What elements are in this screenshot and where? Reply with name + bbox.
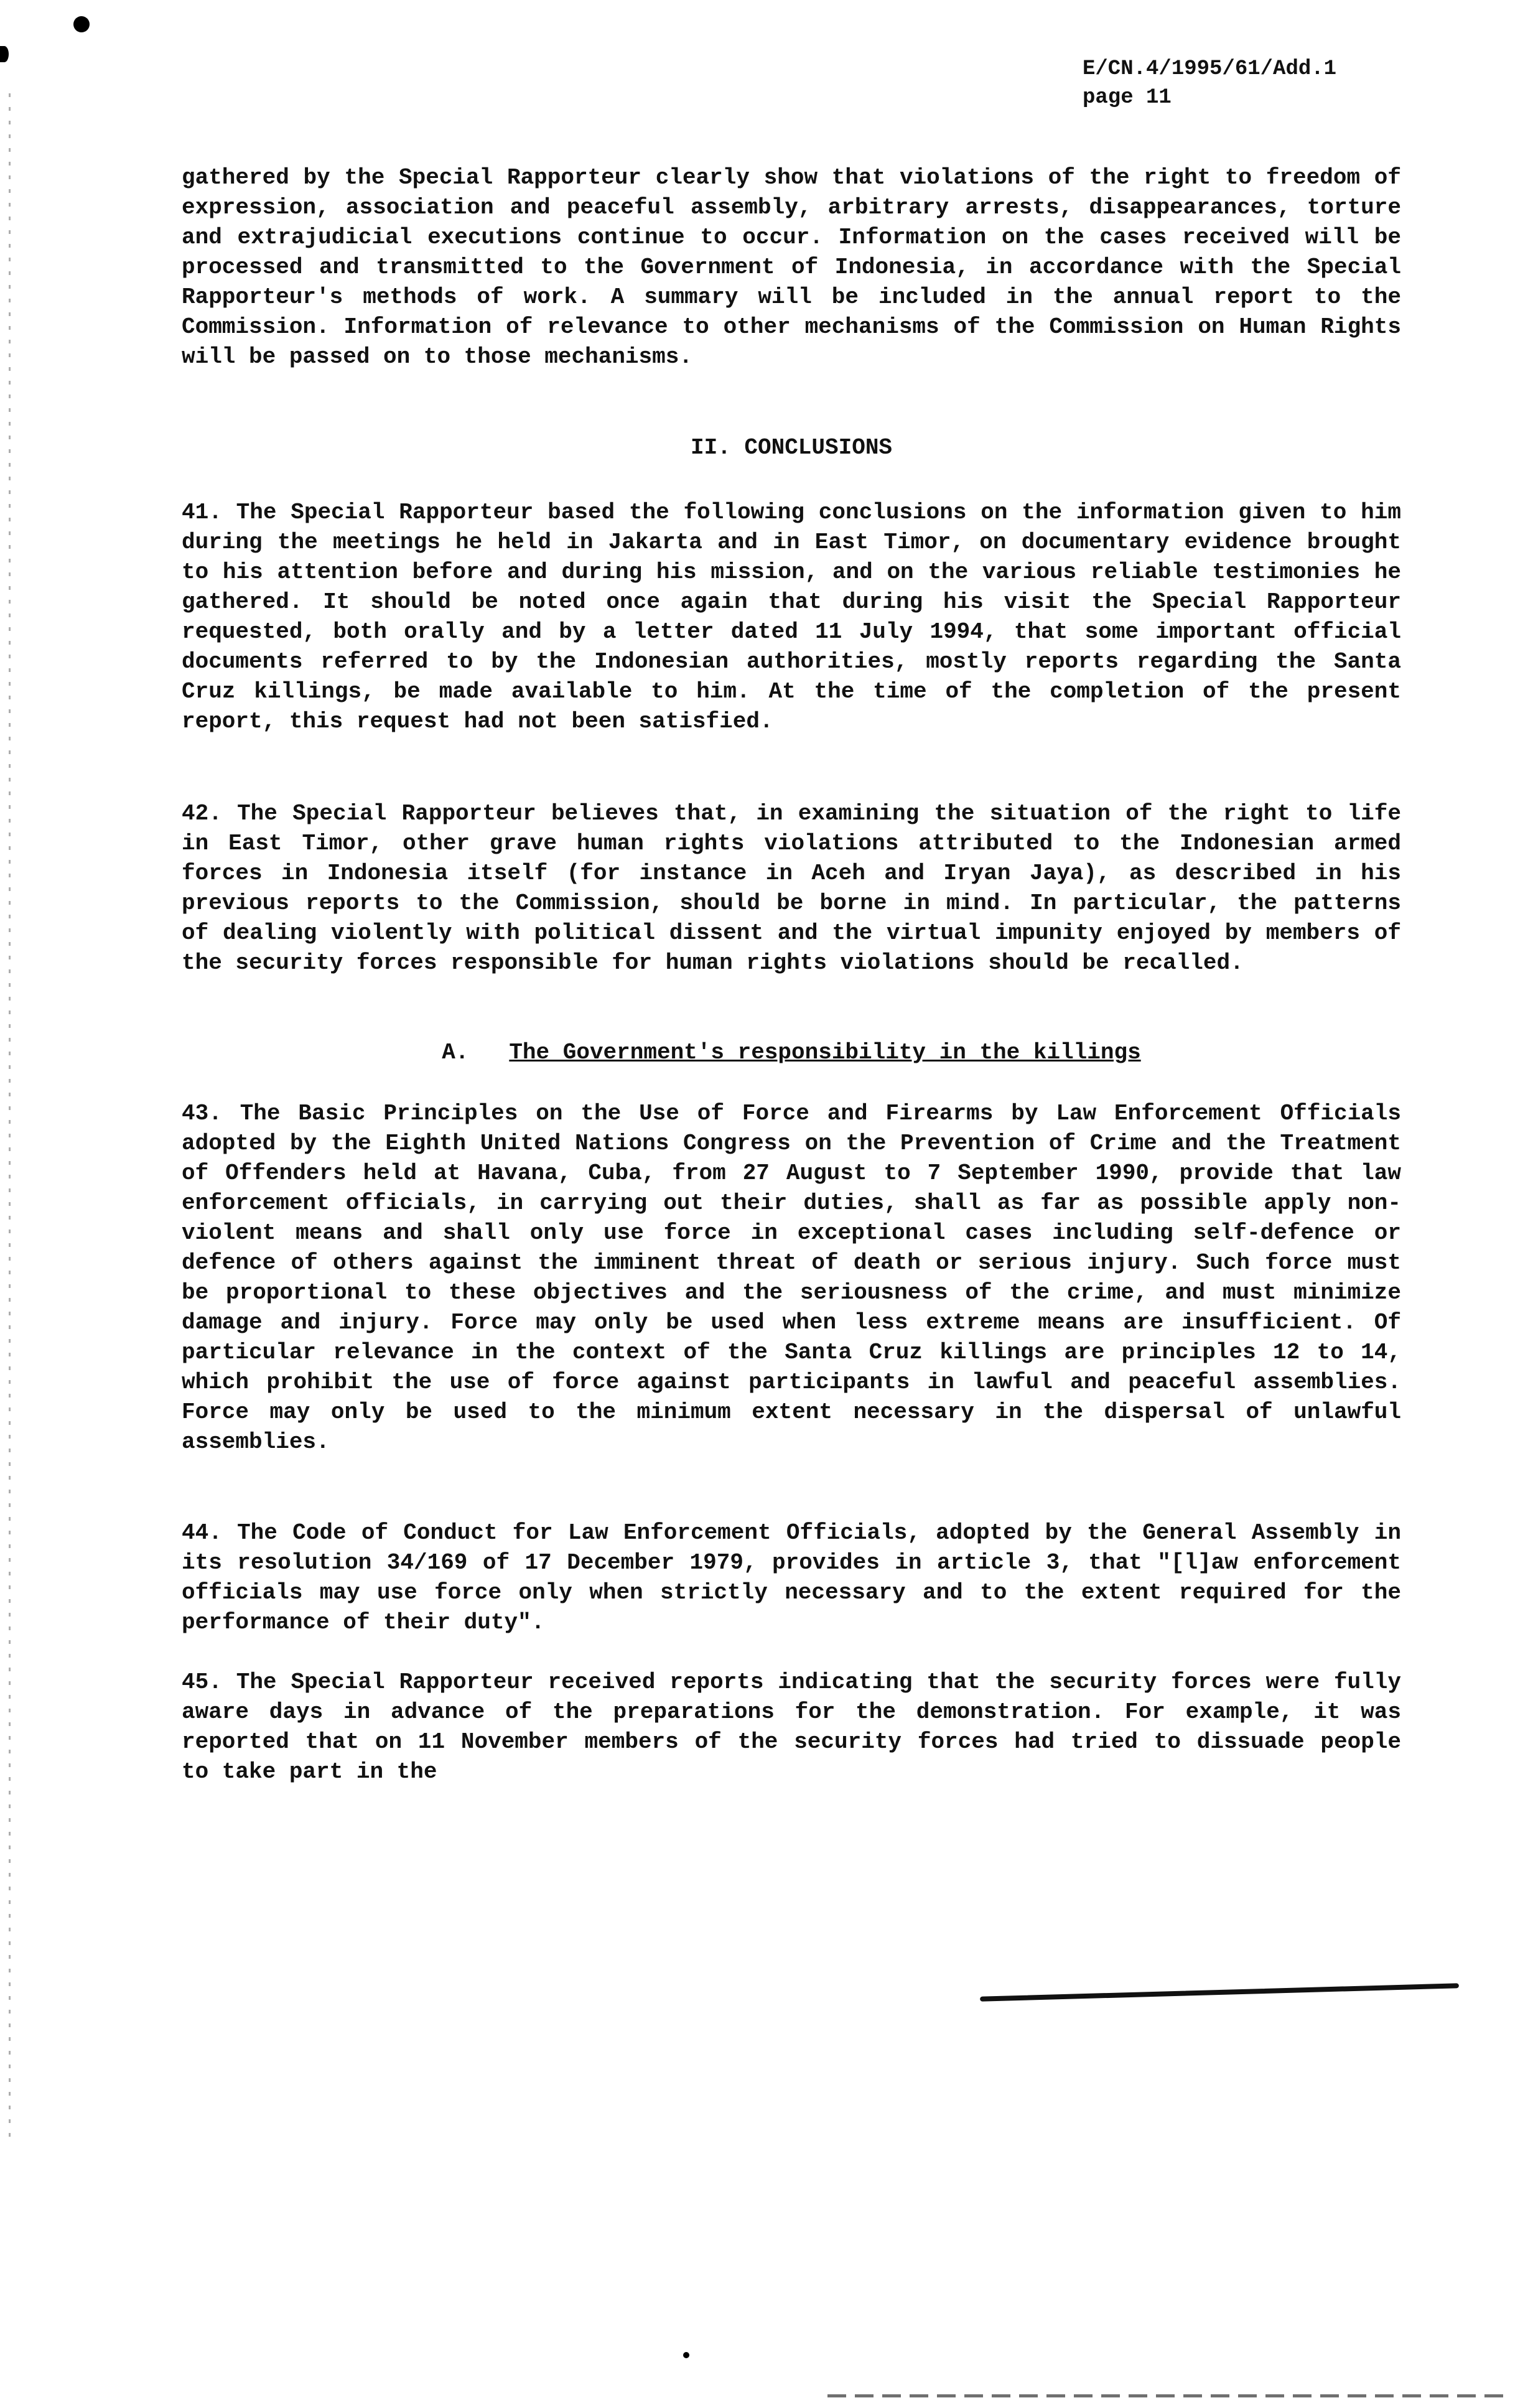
scan-dot-left-edge: [0, 46, 9, 62]
subsection-heading: [182, 1038, 1401, 1068]
scan-edge-artifact: [9, 93, 11, 2147]
paragraph-continued: gathered by the Special Rapporteur clearly show that violations of the right to freedom of expression, association and peaceful assembly, arbitrary arrests, disappearances, torture and extrajudicial executions continue to occur. Information on the cases received will be processed and transmitted to the Government of Indonesia, in accordance with the Special Rapporteur's methods of work. A summary will be included in the annual report to the Commission. Information of relevance to other mechanisms of the Commission on Human Rights will be passed on to those mechanisms.: [182, 165, 1401, 370]
scan-dot-bottom: [683, 2352, 689, 2358]
scan-dot-top-left: [73, 16, 90, 32]
paragraph-44: 44. The Code of Conduct for Law Enforcement Officials, adopted by the General Assembly in its resolution 34/169 of 17 December 1979, provides in article 3, that "[l]aw enforcement officials may use force only when strictly necessary and to the extent required for the performance of their duty".: [182, 1520, 1401, 1635]
paragraph-43: 43. The Basic Principles on the Use of Force and Firearms by Law Enforcement Officials adopted by the Eighth United Nations Congress on the Prevention of Crime and the Treatment of Offenders held at Havana, Cuba, from 27 August to 7 September 1990, provide that law enforcement officials, in carrying out their duties, shall as far as possible apply non-violent means and shall only use force in exceptional cases including self-defence or defence of others against the imminent threat of death or serious injury. Such force must be proportional to these objectives and the seriousness of the crime, and must minimize damage and injury. Force may only be used when less extreme means are insufficient. Of particular relevance in the context of the Santa Cruz killings are principles 12 to 14, which prohibit the use of force against participants in lawful and peaceful assemblies. Force may only be used to the minimum extent necessary in the dispersal of unlawful assemblies.: [182, 1101, 1401, 1455]
section-heading: II. CONCLUSIONS: [690, 435, 893, 460]
paragraph-45: 45. The Special Rapporteur received reports indicating that the security forces were fully aware days in advance of the preparations for the demonstration. For example, it was reported that on 11 November members of the security forces had tried to dissuade people to take part in the: [182, 1669, 1401, 1785]
paragraph-41: 41. The Special Rapporteur based the following conclusions on the information given to him during the meetings he held in Jakarta and in East Timor, on documentary evidence brought to his attention before and during his mission, and on the various reliable testimonies he gathered. It should be noted once again that during his visit the Special Rapporteur requested, both orally and by a letter dated 11 July 1994, that some important official documents referred to by the Indonesian authorities, mostly reports regarding the Santa Cruz killings, be made available to him. At the time of the completion of the present report, this request had not been satisfied.: [182, 500, 1401, 734]
page-number: page 11: [1083, 86, 1172, 110]
subsection-title: The Government's responsibility in the killings: [509, 1040, 1141, 1065]
document-header: [1083, 55, 1336, 112]
scan-bottom-artifact: [827, 2394, 1512, 2397]
document-symbol: E/CN.4/1995/61/Add.1: [1083, 57, 1337, 81]
handwritten-stroke: [980, 1983, 1459, 2001]
paragraph-42: 42. The Special Rapporteur believes that, in examining the situation of the right to life in East Timor, other grave human rights violations attributed to the Indonesian armed forces in Indonesia itself (for instance in Aceh and Iryan Jaya), as described in his previous reports to the Commission, should be borne in mind. In particular, the patterns of dealing violently with political dissent and the virtual impunity enjoyed by members of the security forces responsible for human rights violations should be recalled.: [182, 801, 1401, 976]
subsection-letter: A.: [442, 1040, 469, 1065]
